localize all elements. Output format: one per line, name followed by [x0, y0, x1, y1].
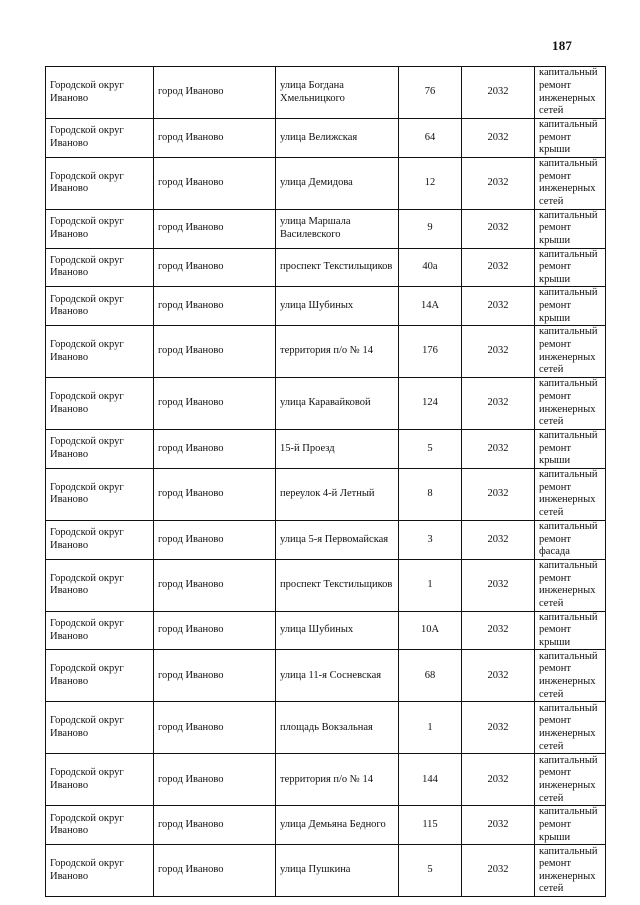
work-type-cell: капитальный ремонт крыши	[535, 209, 606, 248]
street-cell: улица Демьяна Бедного	[276, 806, 399, 845]
year-cell: 2032	[462, 611, 535, 650]
street-cell: улица Шубиных	[276, 611, 399, 650]
year-cell: 2032	[462, 378, 535, 430]
year-cell: 2032	[462, 326, 535, 378]
table-row	[46, 650, 606, 702]
house-number-cell: 176	[399, 326, 462, 378]
work-type-cell: капитальный ремонт инженерных сетей	[535, 326, 606, 378]
table-row	[46, 430, 606, 469]
work-type-cell: капитальный ремонт инженерных сетей	[535, 650, 606, 702]
work-type-cell: капитальный ремонт крыши	[535, 611, 606, 650]
settlement-cell: город Иваново	[154, 559, 276, 611]
settlement-cell: город Иваново	[154, 248, 276, 287]
settlement-cell: город Иваново	[154, 845, 276, 897]
settlement-cell: город Иваново	[154, 754, 276, 806]
work-type-cell: капитальный ремонт крыши	[535, 430, 606, 469]
year-cell: 2032	[462, 287, 535, 326]
street-cell: улица 5-я Первомайская	[276, 520, 399, 559]
settlement-cell: город Иваново	[154, 287, 276, 326]
municipality-cell: Городской округ Иваново	[46, 157, 154, 209]
table-row	[46, 287, 606, 326]
municipality-cell: Городской округ Иваново	[46, 468, 154, 520]
street-cell: улица Пушкина	[276, 845, 399, 897]
year-cell: 2032	[462, 119, 535, 158]
year-cell: 2032	[462, 520, 535, 559]
municipality-cell: Городской округ Иваново	[46, 326, 154, 378]
table-row	[46, 559, 606, 611]
municipality-cell: Городской округ Иваново	[46, 209, 154, 248]
year-cell: 2032	[462, 157, 535, 209]
street-cell: улица Богдана Хмельницкого	[276, 67, 399, 119]
street-cell: проспект Текстильщиков	[276, 559, 399, 611]
house-number-cell: 144	[399, 754, 462, 806]
municipality-cell: Городской округ Иваново	[46, 845, 154, 897]
house-number-cell: 1	[399, 702, 462, 754]
work-type-cell: капитальный ремонт инженерных сетей	[535, 67, 606, 119]
street-cell: переулок 4-й Летный	[276, 468, 399, 520]
settlement-cell: город Иваново	[154, 209, 276, 248]
settlement-cell: город Иваново	[154, 326, 276, 378]
year-cell: 2032	[462, 845, 535, 897]
street-cell: улица Шубиных	[276, 287, 399, 326]
year-cell: 2032	[462, 67, 535, 119]
street-cell: территория п/о № 14	[276, 754, 399, 806]
street-cell: улица 11-я Сосневская	[276, 650, 399, 702]
work-type-cell: капитальный ремонт инженерных сетей	[535, 559, 606, 611]
house-number-cell: 8	[399, 468, 462, 520]
table-row	[46, 209, 606, 248]
municipality-cell: Городской округ Иваново	[46, 650, 154, 702]
table-row	[46, 326, 606, 378]
year-cell: 2032	[462, 702, 535, 754]
street-cell: улица Демидова	[276, 157, 399, 209]
street-cell: 15-й Проезд	[276, 430, 399, 469]
municipality-cell: Городской округ Иваново	[46, 378, 154, 430]
house-number-cell: 10А	[399, 611, 462, 650]
municipality-cell: Городской округ Иваново	[46, 754, 154, 806]
page-number: 187	[552, 38, 573, 53]
settlement-cell: город Иваново	[154, 806, 276, 845]
house-number-cell: 40а	[399, 248, 462, 287]
house-number-cell: 115	[399, 806, 462, 845]
settlement-cell: город Иваново	[154, 702, 276, 754]
municipality-cell: Городской округ Иваново	[46, 520, 154, 559]
year-cell: 2032	[462, 468, 535, 520]
work-type-cell: капитальный ремонт крыши	[535, 806, 606, 845]
year-cell: 2032	[462, 559, 535, 611]
work-type-cell: капитальный ремонт инженерных сетей	[535, 845, 606, 897]
work-type-cell: капитальный ремонт инженерных сетей	[535, 378, 606, 430]
house-number-cell: 64	[399, 119, 462, 158]
municipality-cell: Городской округ Иваново	[46, 611, 154, 650]
house-number-cell: 124	[399, 378, 462, 430]
work-type-cell: капитальный ремонт инженерных сетей	[535, 754, 606, 806]
settlement-cell: город Иваново	[154, 468, 276, 520]
table-row	[46, 754, 606, 806]
municipality-cell: Городской округ Иваново	[46, 430, 154, 469]
municipality-cell: Городской округ Иваново	[46, 119, 154, 158]
municipality-cell: Городской округ Иваново	[46, 806, 154, 845]
street-cell: территория п/о № 14	[276, 326, 399, 378]
year-cell: 2032	[462, 806, 535, 845]
house-number-cell: 3	[399, 520, 462, 559]
table-row	[46, 378, 606, 430]
housing-repair-table	[45, 66, 606, 897]
work-type-cell: капитальный ремонт инженерных сетей	[535, 702, 606, 754]
settlement-cell: город Иваново	[154, 430, 276, 469]
settlement-cell: город Иваново	[154, 119, 276, 158]
year-cell: 2032	[462, 650, 535, 702]
year-cell: 2032	[462, 209, 535, 248]
municipality-cell: Городской округ Иваново	[46, 67, 154, 119]
street-cell: улица Каравайковой	[276, 378, 399, 430]
work-type-cell: капитальный ремонт инженерных сетей	[535, 157, 606, 209]
house-number-cell: 1	[399, 559, 462, 611]
table-row	[46, 611, 606, 650]
settlement-cell: город Иваново	[154, 611, 276, 650]
house-number-cell: 5	[399, 430, 462, 469]
municipality-cell: Городской округ Иваново	[46, 248, 154, 287]
house-number-cell: 76	[399, 67, 462, 119]
house-number-cell: 14А	[399, 287, 462, 326]
street-cell: площадь Вокзальная	[276, 702, 399, 754]
work-type-cell: капитальный ремонт инженерных сетей	[535, 468, 606, 520]
street-cell: улица Велижская	[276, 119, 399, 158]
table-row	[46, 157, 606, 209]
municipality-cell: Городской округ Иваново	[46, 702, 154, 754]
house-number-cell: 9	[399, 209, 462, 248]
table-row	[46, 845, 606, 897]
work-type-cell: капитальный ремонт крыши	[535, 119, 606, 158]
table-row	[46, 248, 606, 287]
year-cell: 2032	[462, 754, 535, 806]
work-type-cell: капитальный ремонт крыши	[535, 287, 606, 326]
municipality-cell: Городской округ Иваново	[46, 287, 154, 326]
work-type-cell: капитальный ремонт крыши	[535, 248, 606, 287]
settlement-cell: город Иваново	[154, 520, 276, 559]
table-row	[46, 468, 606, 520]
street-cell: улица Маршала Василевского	[276, 209, 399, 248]
table-row	[46, 520, 606, 559]
house-number-cell: 12	[399, 157, 462, 209]
municipality-cell: Городской округ Иваново	[46, 559, 154, 611]
table-row	[46, 702, 606, 754]
table-row	[46, 67, 606, 119]
settlement-cell: город Иваново	[154, 378, 276, 430]
street-cell: проспект Текстильщиков	[276, 248, 399, 287]
year-cell: 2032	[462, 248, 535, 287]
table-row	[46, 806, 606, 845]
settlement-cell: город Иваново	[154, 157, 276, 209]
settlement-cell: город Иваново	[154, 650, 276, 702]
work-type-cell: капитальный ремонт фасада	[535, 520, 606, 559]
house-number-cell: 68	[399, 650, 462, 702]
settlement-cell: город Иваново	[154, 67, 276, 119]
house-number-cell: 5	[399, 845, 462, 897]
table-row	[46, 119, 606, 158]
year-cell: 2032	[462, 430, 535, 469]
